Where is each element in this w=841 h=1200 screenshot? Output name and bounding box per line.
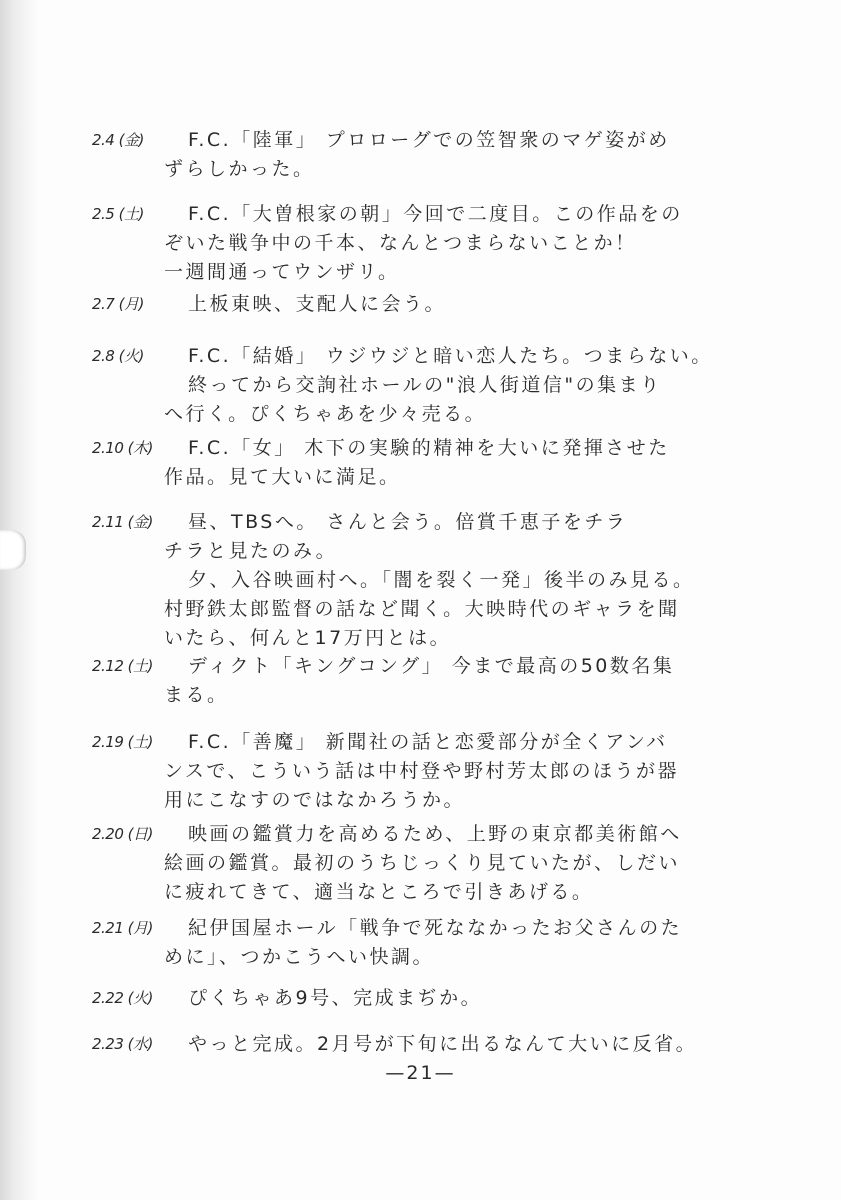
diary-entry	[92, 652, 752, 710]
entry-text: ンスで、こういう話は中村登や野村芳太郎のほうが器	[164, 760, 680, 782]
entry-line	[92, 914, 752, 943]
entry-date: 2.5 (土)	[92, 205, 144, 223]
diary-entry	[92, 984, 752, 1013]
entry-text: ディクト「キングコング」 今まで最高の50数名集	[188, 655, 675, 677]
entry-line	[92, 229, 752, 258]
entry-date: 2.7 (月)	[92, 295, 144, 313]
entry-text: まる。	[164, 684, 229, 706]
entry-line	[92, 1030, 752, 1059]
entry-date: 2.21 (月)	[92, 919, 153, 937]
entry-text: に疲れてきて、適当なところで引きあげる。	[164, 881, 594, 903]
entry-line	[92, 984, 752, 1013]
entry-text: やっと完成。2月号が下旬に出るなんて大いに反省。	[188, 1033, 698, 1055]
entry-date: 2.10 (木)	[92, 439, 153, 457]
diary-entry	[92, 342, 752, 429]
entry-line	[92, 757, 752, 786]
entry-text: F.C.「陸軍」 プロローグでの笠智衆のマゲ姿がめ	[188, 129, 670, 151]
entry-line	[92, 849, 752, 878]
diary-entry	[92, 126, 752, 184]
entry-text: 映画の鑑賞力を高めるため、上野の東京都美術館へ	[188, 823, 682, 845]
entry-date: 2.20 (日)	[92, 825, 153, 843]
entry-line	[92, 508, 752, 537]
entry-text: 終ってから交詢社ホールの"浪人街道信"の集まり	[188, 374, 662, 396]
entry-text: F.C.「女」 木下の実験的精神を大いに発揮させた	[188, 437, 670, 459]
entry-text: 作品。見て大いに満足。	[164, 466, 401, 488]
entry-line	[92, 155, 752, 184]
entry-line	[92, 434, 752, 463]
entry-date: 2.12 (土)	[92, 657, 153, 675]
entry-text: 村野鉄太郎監督の話など聞く。大映時代のギャラを聞	[164, 598, 680, 620]
entry-text: 一週間通ってウンザリ。	[164, 261, 400, 283]
entry-text: ぴくちゃあ9号、完成まぢか。	[188, 987, 483, 1009]
entry-text: 紀伊国屋ホール「戦争で死ななかったお父さんのた	[188, 917, 683, 939]
entry-line	[92, 371, 752, 400]
entry-line	[92, 126, 752, 155]
entry-text: 昼、TBSへ。 さんと会う。倍賞千恵子をチラ	[188, 511, 628, 533]
diary-entry	[92, 914, 752, 972]
entry-text: F.C.「善魔」 新聞社の話と恋愛部分が全くアンバ	[188, 731, 668, 753]
entry-line	[92, 290, 752, 319]
diary-entry	[92, 200, 752, 287]
entry-text: 上板東映、支配人に会う。	[188, 293, 447, 315]
entry-line	[92, 595, 752, 624]
diary-entry	[92, 820, 752, 907]
entry-line	[92, 820, 752, 849]
entry-line	[92, 652, 752, 681]
entry-text: 絵画の鑑賞。最初のうちじっくり見ていたが、しだい	[164, 852, 681, 874]
entry-date: 2.8 (火)	[92, 347, 144, 365]
entry-line	[92, 400, 752, 429]
entry-date: 2.11 (金)	[92, 513, 153, 531]
page-number: —21—	[385, 1062, 456, 1084]
entry-line	[92, 943, 752, 972]
diary-entry	[92, 434, 752, 492]
binding-edge	[0, 0, 40, 1200]
entry-line	[92, 878, 752, 907]
entry-line	[92, 200, 752, 229]
entry-text: めに」、つかこうへい快調。	[164, 946, 435, 968]
entry-line	[92, 258, 752, 287]
entry-line	[92, 537, 752, 566]
entry-line	[92, 342, 752, 371]
diary-entry	[92, 508, 752, 653]
entry-text: ぞいた戦争中の千本、なんとつまらないことか！	[164, 232, 637, 254]
diary-entry	[92, 1030, 752, 1059]
entry-line	[92, 681, 752, 710]
entry-date: 2.4 (金)	[92, 131, 144, 149]
entry-text: 夕、入谷映画村へ。「闇を裂く一発」後半のみ見る。	[188, 569, 695, 591]
entry-text: ずらしかった。	[164, 158, 315, 180]
diary-entry	[92, 728, 752, 815]
entry-date: 2.23 (水)	[92, 1035, 153, 1053]
punch-hole	[0, 530, 26, 570]
entry-line	[92, 786, 752, 815]
entry-date: 2.19 (土)	[92, 733, 153, 751]
diary-entry	[92, 290, 752, 319]
entry-text: いたら、何んと17万円とは。	[164, 627, 452, 649]
entry-date: 2.22 (火)	[92, 989, 153, 1007]
entry-text: へ行く。ぴくちゃあを少々売る。	[164, 403, 487, 425]
entry-line	[92, 728, 752, 757]
entry-text: F.C.「結婚」 ウジウジと暗い恋人たち。つまらない。	[188, 345, 713, 367]
entry-line	[92, 463, 752, 492]
entry-line	[92, 566, 752, 595]
entry-text: 用にこなすのではなかろうか。	[164, 789, 466, 811]
entry-line	[92, 624, 752, 653]
entry-text: チラと見たのみ。	[164, 540, 338, 562]
entry-text: F.C.「大曽根家の朝」今回で二度目。この作品をの	[188, 203, 683, 225]
